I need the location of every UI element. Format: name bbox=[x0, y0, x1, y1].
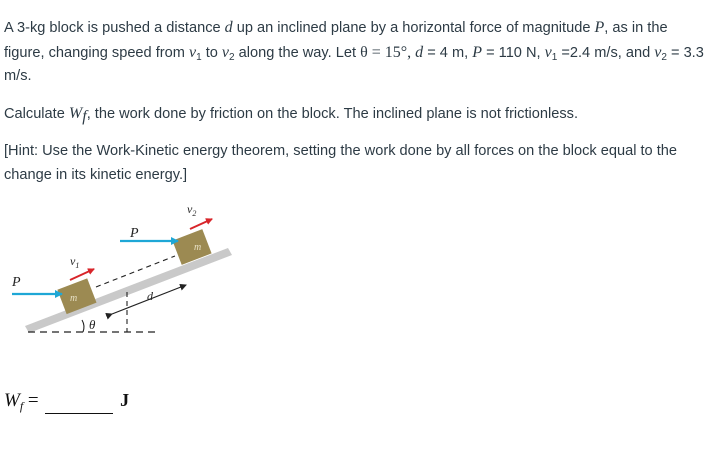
answer-label: W bbox=[4, 390, 20, 411]
mass-label-bottom: m bbox=[70, 293, 78, 304]
equals-sign: = bbox=[23, 390, 39, 411]
angle-arc bbox=[82, 320, 84, 332]
v1-label: $v_1$ bbox=[70, 254, 80, 270]
mass-label-top: m bbox=[194, 242, 202, 253]
distance-label: d bbox=[147, 289, 153, 303]
problem-statement bbox=[4, 16, 704, 89]
var-W-sub: f bbox=[82, 108, 87, 125]
v2-value: = 3.3 m/s. bbox=[4, 44, 704, 84]
answer-row bbox=[4, 390, 129, 420]
var-v1-sub: 1 bbox=[551, 51, 558, 63]
var-P: P bbox=[472, 43, 483, 61]
var-v1: v bbox=[188, 43, 197, 61]
d-value: = 4 m, bbox=[423, 44, 473, 61]
velocity-arrow-1 bbox=[70, 269, 94, 280]
var-W: W bbox=[68, 105, 83, 122]
v1-value: =2.4 m/s, and bbox=[557, 44, 655, 61]
text: up an inclined plane by a horizontal force of magnitude bbox=[232, 20, 595, 36]
var-v2: v bbox=[221, 43, 230, 61]
text: , as in the figure, changing speed from bbox=[4, 20, 668, 61]
force-label-top: P bbox=[130, 226, 139, 241]
velocity-arrow-2 bbox=[190, 219, 212, 229]
P-value: = 110 N, bbox=[482, 44, 545, 61]
question-text bbox=[4, 102, 704, 127]
var-v1: v bbox=[544, 43, 552, 61]
var-v2-sub: 2 bbox=[229, 51, 235, 63]
text: Calculate bbox=[4, 106, 69, 122]
var-d: d bbox=[224, 19, 233, 36]
force-label-left: P bbox=[12, 275, 21, 290]
var-v1-sub: 1 bbox=[196, 51, 202, 63]
answer-unit: J bbox=[120, 390, 130, 410]
theta-value: θ = 15°, bbox=[360, 43, 416, 61]
var-d: d bbox=[415, 43, 424, 61]
text: A 3-kg block is pushed a distance bbox=[4, 20, 225, 36]
inclined-plane bbox=[25, 248, 232, 333]
answer-input[interactable] bbox=[45, 395, 113, 414]
var-v2-sub: 2 bbox=[661, 51, 667, 63]
var-v2: v bbox=[654, 43, 662, 61]
v2-label: $v_2$ bbox=[187, 202, 197, 218]
hint-text: [Hint: Use the Work-Kinetic energy theorem, setting the work done by all forces on the block equal to the change in its kinetic energy.] bbox=[4, 143, 678, 183]
incline-figure bbox=[0, 196, 250, 356]
theta-label: θ bbox=[89, 317, 96, 332]
var-P: P bbox=[594, 19, 605, 36]
reference-line bbox=[96, 256, 175, 287]
text: , the work done by friction on the block. The inclined plane is not frictionless. bbox=[86, 106, 579, 122]
answer-label-sub: f bbox=[19, 399, 24, 413]
text: to bbox=[201, 44, 222, 61]
text: along the way. Let bbox=[234, 44, 361, 61]
